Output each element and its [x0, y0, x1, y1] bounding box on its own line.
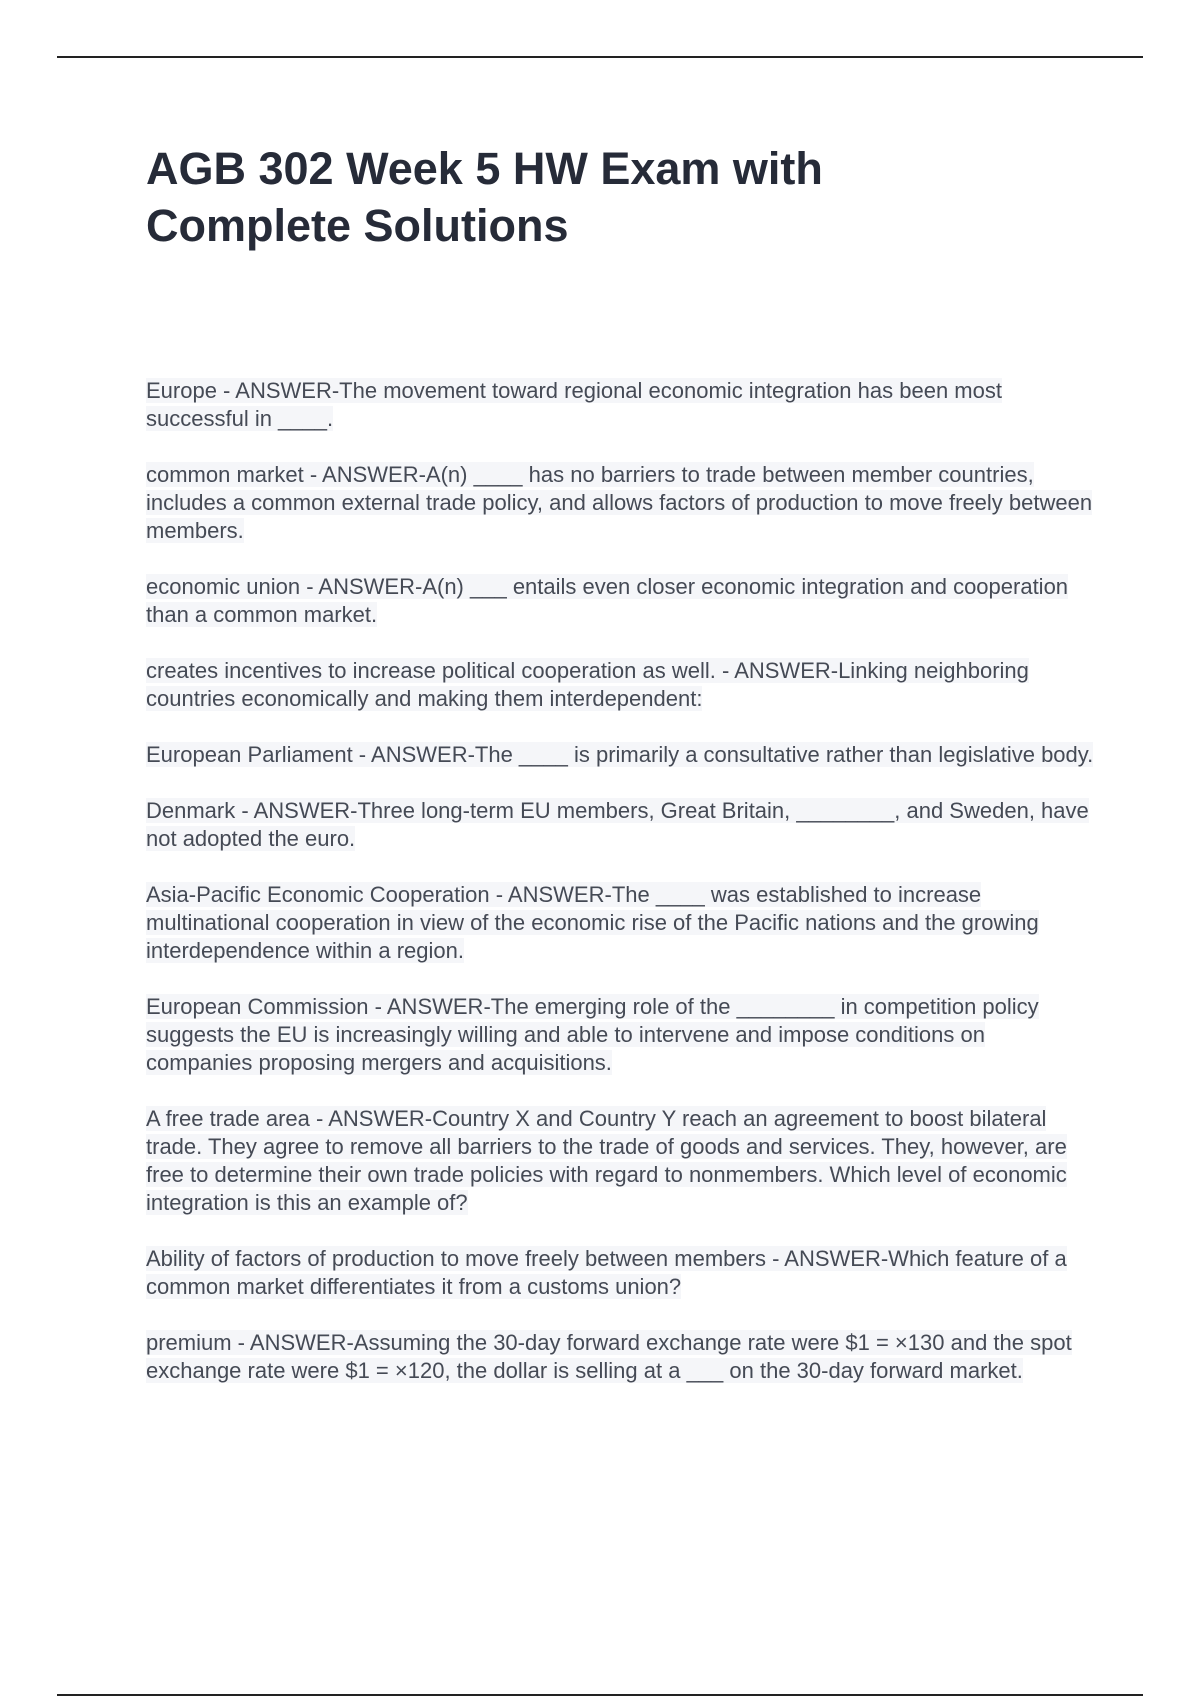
- qa-item-text: economic union - ANSWER-A(n) ___ entails even closer economic integration and cooperation than a common market.: [146, 574, 1069, 627]
- qa-item-text: Ability of factors of production to move freely between members - ANSWER-Which feature of a common market differentiates it from a customs union?: [146, 1246, 1067, 1299]
- qa-item: [146, 797, 1096, 853]
- qa-item: [146, 1245, 1096, 1301]
- qa-list: [146, 377, 1096, 1385]
- qa-item-text: European Parliament - ANSWER-The ____ is primarily a consultative rather than legislative body.: [146, 742, 1094, 767]
- qa-item: [146, 993, 1096, 1077]
- qa-item: [146, 573, 1096, 629]
- qa-item: [146, 377, 1096, 433]
- top-divider: [57, 56, 1143, 58]
- qa-item: [146, 1105, 1096, 1217]
- qa-item: [146, 461, 1096, 545]
- bottom-divider: [57, 1694, 1143, 1696]
- document-title: [146, 140, 1096, 254]
- qa-item-text: Asia-Pacific Economic Cooperation - ANSWER-The ____ was established to increase multinational cooperation in view of the economic rise of the Pacific nations and the growing interdependence within a region.: [146, 882, 1039, 963]
- qa-item-text: A free trade area - ANSWER-Country X and Country Y reach an agreement to boost bilateral trade. They agree to remove all barriers to the trade of goods and services. They, however, are free to determine their own trade policies with regard to nonmembers. Which level of economic integration is this an example of?: [146, 1106, 1067, 1215]
- document-body: [146, 140, 1096, 1413]
- qa-item: [146, 741, 1096, 769]
- qa-item-text: common market - ANSWER-A(n) ____ has no barriers to trade between member countries, includes a common external trade policy, and allows factors of production to move freely between members.: [146, 462, 1093, 543]
- qa-item: [146, 881, 1096, 965]
- qa-item-text: premium - ANSWER-Assuming the 30-day forward exchange rate were $1 = ×130 and the spot exchange rate were $1 = ×120, the dollar is selling at a ___ on the 30-day forward market.: [146, 1330, 1072, 1383]
- title-line-2: Complete Solutions: [146, 200, 569, 251]
- qa-item: [146, 657, 1096, 713]
- title-line-1: AGB 302 Week 5 HW Exam with: [146, 143, 823, 194]
- qa-item-text: Denmark - ANSWER-Three long-term EU members, Great Britain, ________, and Sweden, have not adopted the euro.: [146, 798, 1089, 851]
- qa-item-text: creates incentives to increase political cooperation as well. - ANSWER-Linking neighboring countries economically and making them interdependent:: [146, 658, 1029, 711]
- qa-item-text: European Commission - ANSWER-The emerging role of the ________ in competition policy suggests the EU is increasingly willing and able to intervene and impose conditions on companies proposing mergers and acquisitions.: [146, 994, 1039, 1075]
- qa-item-text: Europe - ANSWER-The movement toward regional economic integration has been most successful in ____.: [146, 378, 1002, 431]
- qa-item: [146, 1329, 1096, 1385]
